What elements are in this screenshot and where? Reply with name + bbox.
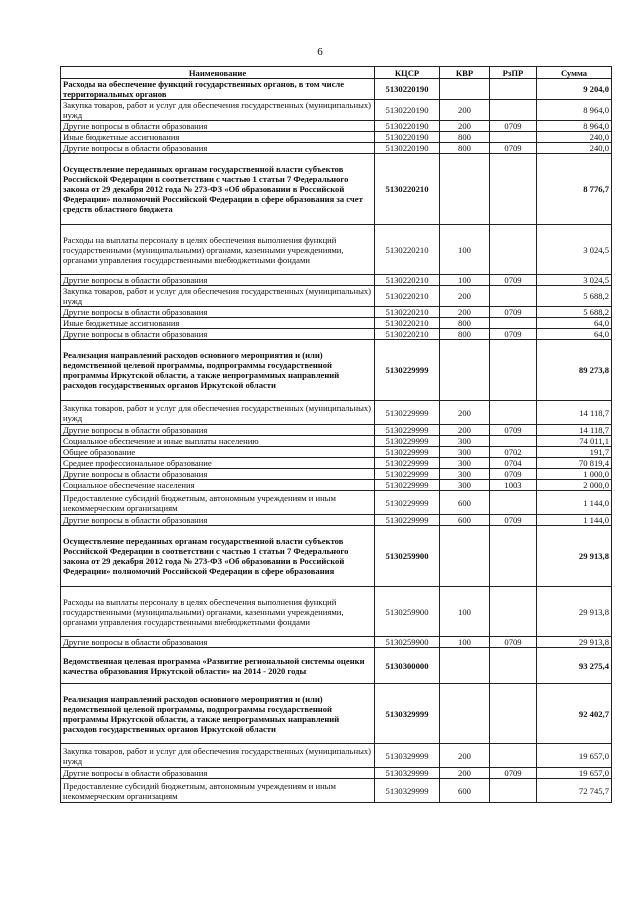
- row-rzpr: 0709: [490, 143, 537, 154]
- row-kvr: 100: [440, 275, 490, 286]
- row-kcsr: 5130220210: [375, 329, 440, 340]
- row-name: Другие вопросы в области образования: [61, 275, 375, 286]
- table-row: [61, 447, 612, 458]
- row-sum: 70 819,4: [537, 458, 612, 469]
- row-name: Закупка товаров, работ и услуг для обеспечения государственных (муниципальных) нужд: [61, 286, 375, 307]
- row-kcsr: 5130229999: [375, 425, 440, 436]
- table-row: [61, 79, 612, 100]
- row-kvr: 300: [440, 469, 490, 480]
- table-row: [61, 132, 612, 143]
- row-kcsr: 5130229999: [375, 436, 440, 447]
- table-row: [61, 515, 612, 526]
- row-kcsr: 5130229999: [375, 469, 440, 480]
- row-kvr: 200: [440, 121, 490, 132]
- row-kvr: 100: [440, 587, 490, 637]
- row-sum: 93 275,4: [537, 648, 612, 684]
- row-kvr: 300: [440, 436, 490, 447]
- row-name: Другие вопросы в области образования: [61, 469, 375, 480]
- row-rzpr: 0709: [490, 637, 537, 648]
- table-row: [61, 587, 612, 637]
- table-body: [61, 79, 612, 803]
- row-name: Другие вопросы в области образования: [61, 143, 375, 154]
- row-kcsr: 5130220210: [375, 307, 440, 318]
- row-sum: 14 118,7: [537, 401, 612, 425]
- row-rzpr: [490, 526, 537, 587]
- row-sum: 64,0: [537, 318, 612, 329]
- row-sum: 29 913,8: [537, 526, 612, 587]
- row-kcsr: 5130220190: [375, 121, 440, 132]
- row-kvr: [440, 684, 490, 744]
- row-kcsr: 5130229999: [375, 401, 440, 425]
- row-kcsr: 5130259900: [375, 526, 440, 587]
- row-rzpr: [490, 318, 537, 329]
- row-kcsr: 5130229999: [375, 340, 440, 401]
- row-name: Другие вопросы в области образования: [61, 768, 375, 779]
- table-row: [61, 154, 612, 225]
- row-rzpr: 0709: [490, 329, 537, 340]
- table-row: [61, 458, 612, 469]
- row-kcsr: 5130329999: [375, 684, 440, 744]
- row-rzpr: 0709: [490, 469, 537, 480]
- table-row: [61, 648, 612, 684]
- row-sum: 8 776,7: [537, 154, 612, 225]
- row-kcsr: 5130259900: [375, 587, 440, 637]
- row-name: Реализация направлений расходов основного мероприятия и (или) ведомственной целевой программы, подпрограммы государственной программы Иркутской области, а также непрограммных направлений расходов государственных органов Иркутской области: [61, 340, 375, 401]
- table-row: [61, 286, 612, 307]
- row-rzpr: [490, 100, 537, 121]
- row-kcsr: 5130220210: [375, 154, 440, 225]
- table-row: [61, 143, 612, 154]
- table-row: [61, 329, 612, 340]
- row-sum: 1 144,0: [537, 515, 612, 526]
- row-sum: 8 964,0: [537, 100, 612, 121]
- row-sum: 240,0: [537, 143, 612, 154]
- row-sum: 2 000,0: [537, 480, 612, 491]
- table-row: [61, 318, 612, 329]
- row-rzpr: [490, 225, 537, 275]
- table-row: [61, 526, 612, 587]
- row-kvr: 600: [440, 491, 490, 515]
- row-kvr: 200: [440, 401, 490, 425]
- table-row: [61, 768, 612, 779]
- row-rzpr: [490, 154, 537, 225]
- row-kvr: [440, 79, 490, 100]
- row-kvr: 800: [440, 143, 490, 154]
- row-rzpr: 0709: [490, 307, 537, 318]
- row-sum: 1 144,0: [537, 491, 612, 515]
- row-sum: 14 118,7: [537, 425, 612, 436]
- row-sum: 191,7: [537, 447, 612, 458]
- row-kvr: 800: [440, 329, 490, 340]
- row-kcsr: 5130329999: [375, 744, 440, 768]
- row-rzpr: [490, 436, 537, 447]
- row-rzpr: 0709: [490, 425, 537, 436]
- row-name: Расходы на выплаты персоналу в целях обеспечения выполнения функций государственными (муниципальными) органами, казенными учреждениями, органами управления государственными внебюджетными фондами: [61, 587, 375, 637]
- row-kcsr: 5130229999: [375, 491, 440, 515]
- row-kvr: 800: [440, 132, 490, 143]
- row-sum: 19 657,0: [537, 744, 612, 768]
- row-sum: 64,0: [537, 329, 612, 340]
- row-name: Осуществление переданных органам государственной власти субъектов Российской Федерации в соответствии с частью 1 статьи 7 Федерального закона от 29 декабря 2012 года № 273-ФЗ «Об образовании в Российской Федерации» полномочий Российской Федерации в сфере образования: [61, 526, 375, 587]
- row-kcsr: 5130259900: [375, 637, 440, 648]
- row-kvr: [440, 648, 490, 684]
- table-row: [61, 425, 612, 436]
- row-name: Общее образование: [61, 447, 375, 458]
- row-rzpr: 0709: [490, 768, 537, 779]
- row-name: Реализация направлений расходов основного мероприятия и (или) ведомственной целевой программы, подпрограммы государственной программы Иркутской области, а также непрограммных направлений расходов государственных органов Иркутской области: [61, 684, 375, 744]
- table-row: [61, 225, 612, 275]
- row-rzpr: 0709: [490, 515, 537, 526]
- row-rzpr: [490, 648, 537, 684]
- row-rzpr: 1003: [490, 480, 537, 491]
- row-kcsr: 5130220190: [375, 100, 440, 121]
- row-kvr: 200: [440, 286, 490, 307]
- row-name: Расходы на выплаты персоналу в целях обеспечения выполнения функций государственными (муниципальными) органами, казенными учреждениями, органами управления государственными внебюджетными фондами: [61, 225, 375, 275]
- row-sum: 89 273,8: [537, 340, 612, 401]
- row-name: Закупка товаров, работ и услуг для обеспечения государственных (муниципальных) нужд: [61, 744, 375, 768]
- row-rzpr: [490, 684, 537, 744]
- row-kcsr: 5130329999: [375, 768, 440, 779]
- header-sum: Сумма: [537, 67, 612, 79]
- row-kcsr: 5130329999: [375, 779, 440, 803]
- row-kcsr: 5130229999: [375, 458, 440, 469]
- row-kvr: 600: [440, 515, 490, 526]
- row-sum: 1 000,0: [537, 469, 612, 480]
- table-row: [61, 100, 612, 121]
- row-kvr: [440, 340, 490, 401]
- row-kcsr: 5130220190: [375, 79, 440, 100]
- row-sum: 29 913,8: [537, 637, 612, 648]
- row-rzpr: [490, 744, 537, 768]
- row-name: Закупка товаров, работ и услуг для обеспечения государственных (муниципальных) нужд: [61, 100, 375, 121]
- row-kcsr: 5130220210: [375, 286, 440, 307]
- row-kcsr: 5130220190: [375, 132, 440, 143]
- row-rzpr: 0709: [490, 275, 537, 286]
- row-kvr: 300: [440, 447, 490, 458]
- header-kcsr: КЦСР: [375, 67, 440, 79]
- row-kvr: 100: [440, 637, 490, 648]
- budget-table: [60, 66, 612, 803]
- row-sum: 92 402,7: [537, 684, 612, 744]
- row-name: Социальное обеспечение населения: [61, 480, 375, 491]
- row-name: Закупка товаров, работ и услуг для обеспечения государственных (муниципальных) нужд: [61, 401, 375, 425]
- row-rzpr: [490, 491, 537, 515]
- row-rzpr: [490, 587, 537, 637]
- row-rzpr: 0704: [490, 458, 537, 469]
- table-row: [61, 480, 612, 491]
- table-header-row: [61, 67, 612, 79]
- header-kvr: КВР: [440, 67, 490, 79]
- row-kvr: 200: [440, 425, 490, 436]
- row-name: Предоставление субсидий бюджетным, автономным учреждениям и иным некоммерческим организациям: [61, 779, 375, 803]
- row-name: Другие вопросы в области образования: [61, 515, 375, 526]
- row-name: Иные бюджетные ассигнования: [61, 132, 375, 143]
- row-name: Другие вопросы в области образования: [61, 307, 375, 318]
- table-row: [61, 744, 612, 768]
- row-sum: 9 204,0: [537, 79, 612, 100]
- row-sum: 3 024,5: [537, 275, 612, 286]
- row-kcsr: 5130220190: [375, 143, 440, 154]
- row-kvr: 200: [440, 744, 490, 768]
- header-name: Наименование: [61, 67, 375, 79]
- row-kvr: 300: [440, 480, 490, 491]
- row-rzpr: [490, 779, 537, 803]
- row-name: Другие вопросы в области образования: [61, 329, 375, 340]
- row-sum: 8 964,0: [537, 121, 612, 132]
- row-kvr: 800: [440, 318, 490, 329]
- row-kvr: 200: [440, 307, 490, 318]
- row-name: Среднее профессиональное образование: [61, 458, 375, 469]
- row-name: Расходы на обеспечение функций государственных органов, в том числе территориальных органов: [61, 79, 375, 100]
- row-kvr: 200: [440, 100, 490, 121]
- row-name: Другие вопросы в области образования: [61, 121, 375, 132]
- row-sum: 29 913,8: [537, 587, 612, 637]
- row-name: Социальное обеспечение и иные выплаты населению: [61, 436, 375, 447]
- table-row: [61, 684, 612, 744]
- row-kvr: [440, 154, 490, 225]
- row-sum: 19 657,0: [537, 768, 612, 779]
- row-rzpr: [490, 79, 537, 100]
- row-sum: 240,0: [537, 132, 612, 143]
- table-row: [61, 307, 612, 318]
- row-kcsr: 5130229999: [375, 515, 440, 526]
- table-row: [61, 436, 612, 447]
- table-row: [61, 401, 612, 425]
- row-kcsr: 5130220210: [375, 318, 440, 329]
- row-sum: 72 745,7: [537, 779, 612, 803]
- header-rzpr: РзПР: [490, 67, 537, 79]
- row-rzpr: 0709: [490, 121, 537, 132]
- row-kcsr: 5130220210: [375, 225, 440, 275]
- table-row: [61, 779, 612, 803]
- row-kcsr: 5130229999: [375, 447, 440, 458]
- row-kvr: 300: [440, 458, 490, 469]
- row-kcsr: 5130220210: [375, 275, 440, 286]
- row-sum: 74 011,1: [537, 436, 612, 447]
- row-kvr: 100: [440, 225, 490, 275]
- row-sum: 3 024,5: [537, 225, 612, 275]
- row-kvr: 200: [440, 768, 490, 779]
- page-number: 6: [317, 46, 323, 58]
- row-name: Ведомственная целевая программа «Развитие региональной системы оценки качества образования Иркутской области» на 2014 - 2020 годы: [61, 648, 375, 684]
- row-name: Предоставление субсидий бюджетным, автономным учреждениям и иным некоммерческим организациям: [61, 491, 375, 515]
- row-kcsr: 5130229999: [375, 480, 440, 491]
- table-row: [61, 491, 612, 515]
- row-name: Другие вопросы в области образования: [61, 425, 375, 436]
- row-kcsr: 5130300000: [375, 648, 440, 684]
- row-name: Другие вопросы в области образования: [61, 637, 375, 648]
- table-row: [61, 121, 612, 132]
- row-kvr: [440, 526, 490, 587]
- row-rzpr: [490, 340, 537, 401]
- table-row: [61, 637, 612, 648]
- row-kvr: 600: [440, 779, 490, 803]
- row-sum: 5 688,2: [537, 307, 612, 318]
- table-row: [61, 340, 612, 401]
- table-row: [61, 275, 612, 286]
- table-row: [61, 469, 612, 480]
- row-name: Осуществление переданных органам государственной власти субъектов Российской Федерации в соответствии с частью 1 статьи 7 Федерального закона от 29 декабря 2012 года № 273-ФЗ «Об образовании в Российской Федерации» полномочий Российской Федерации в сфере образования за счет средств областного бюджета: [61, 154, 375, 225]
- row-rzpr: [490, 286, 537, 307]
- row-name: Иные бюджетные ассигнования: [61, 318, 375, 329]
- row-rzpr: 0702: [490, 447, 537, 458]
- row-sum: 5 688,2: [537, 286, 612, 307]
- row-rzpr: [490, 132, 537, 143]
- row-rzpr: [490, 401, 537, 425]
